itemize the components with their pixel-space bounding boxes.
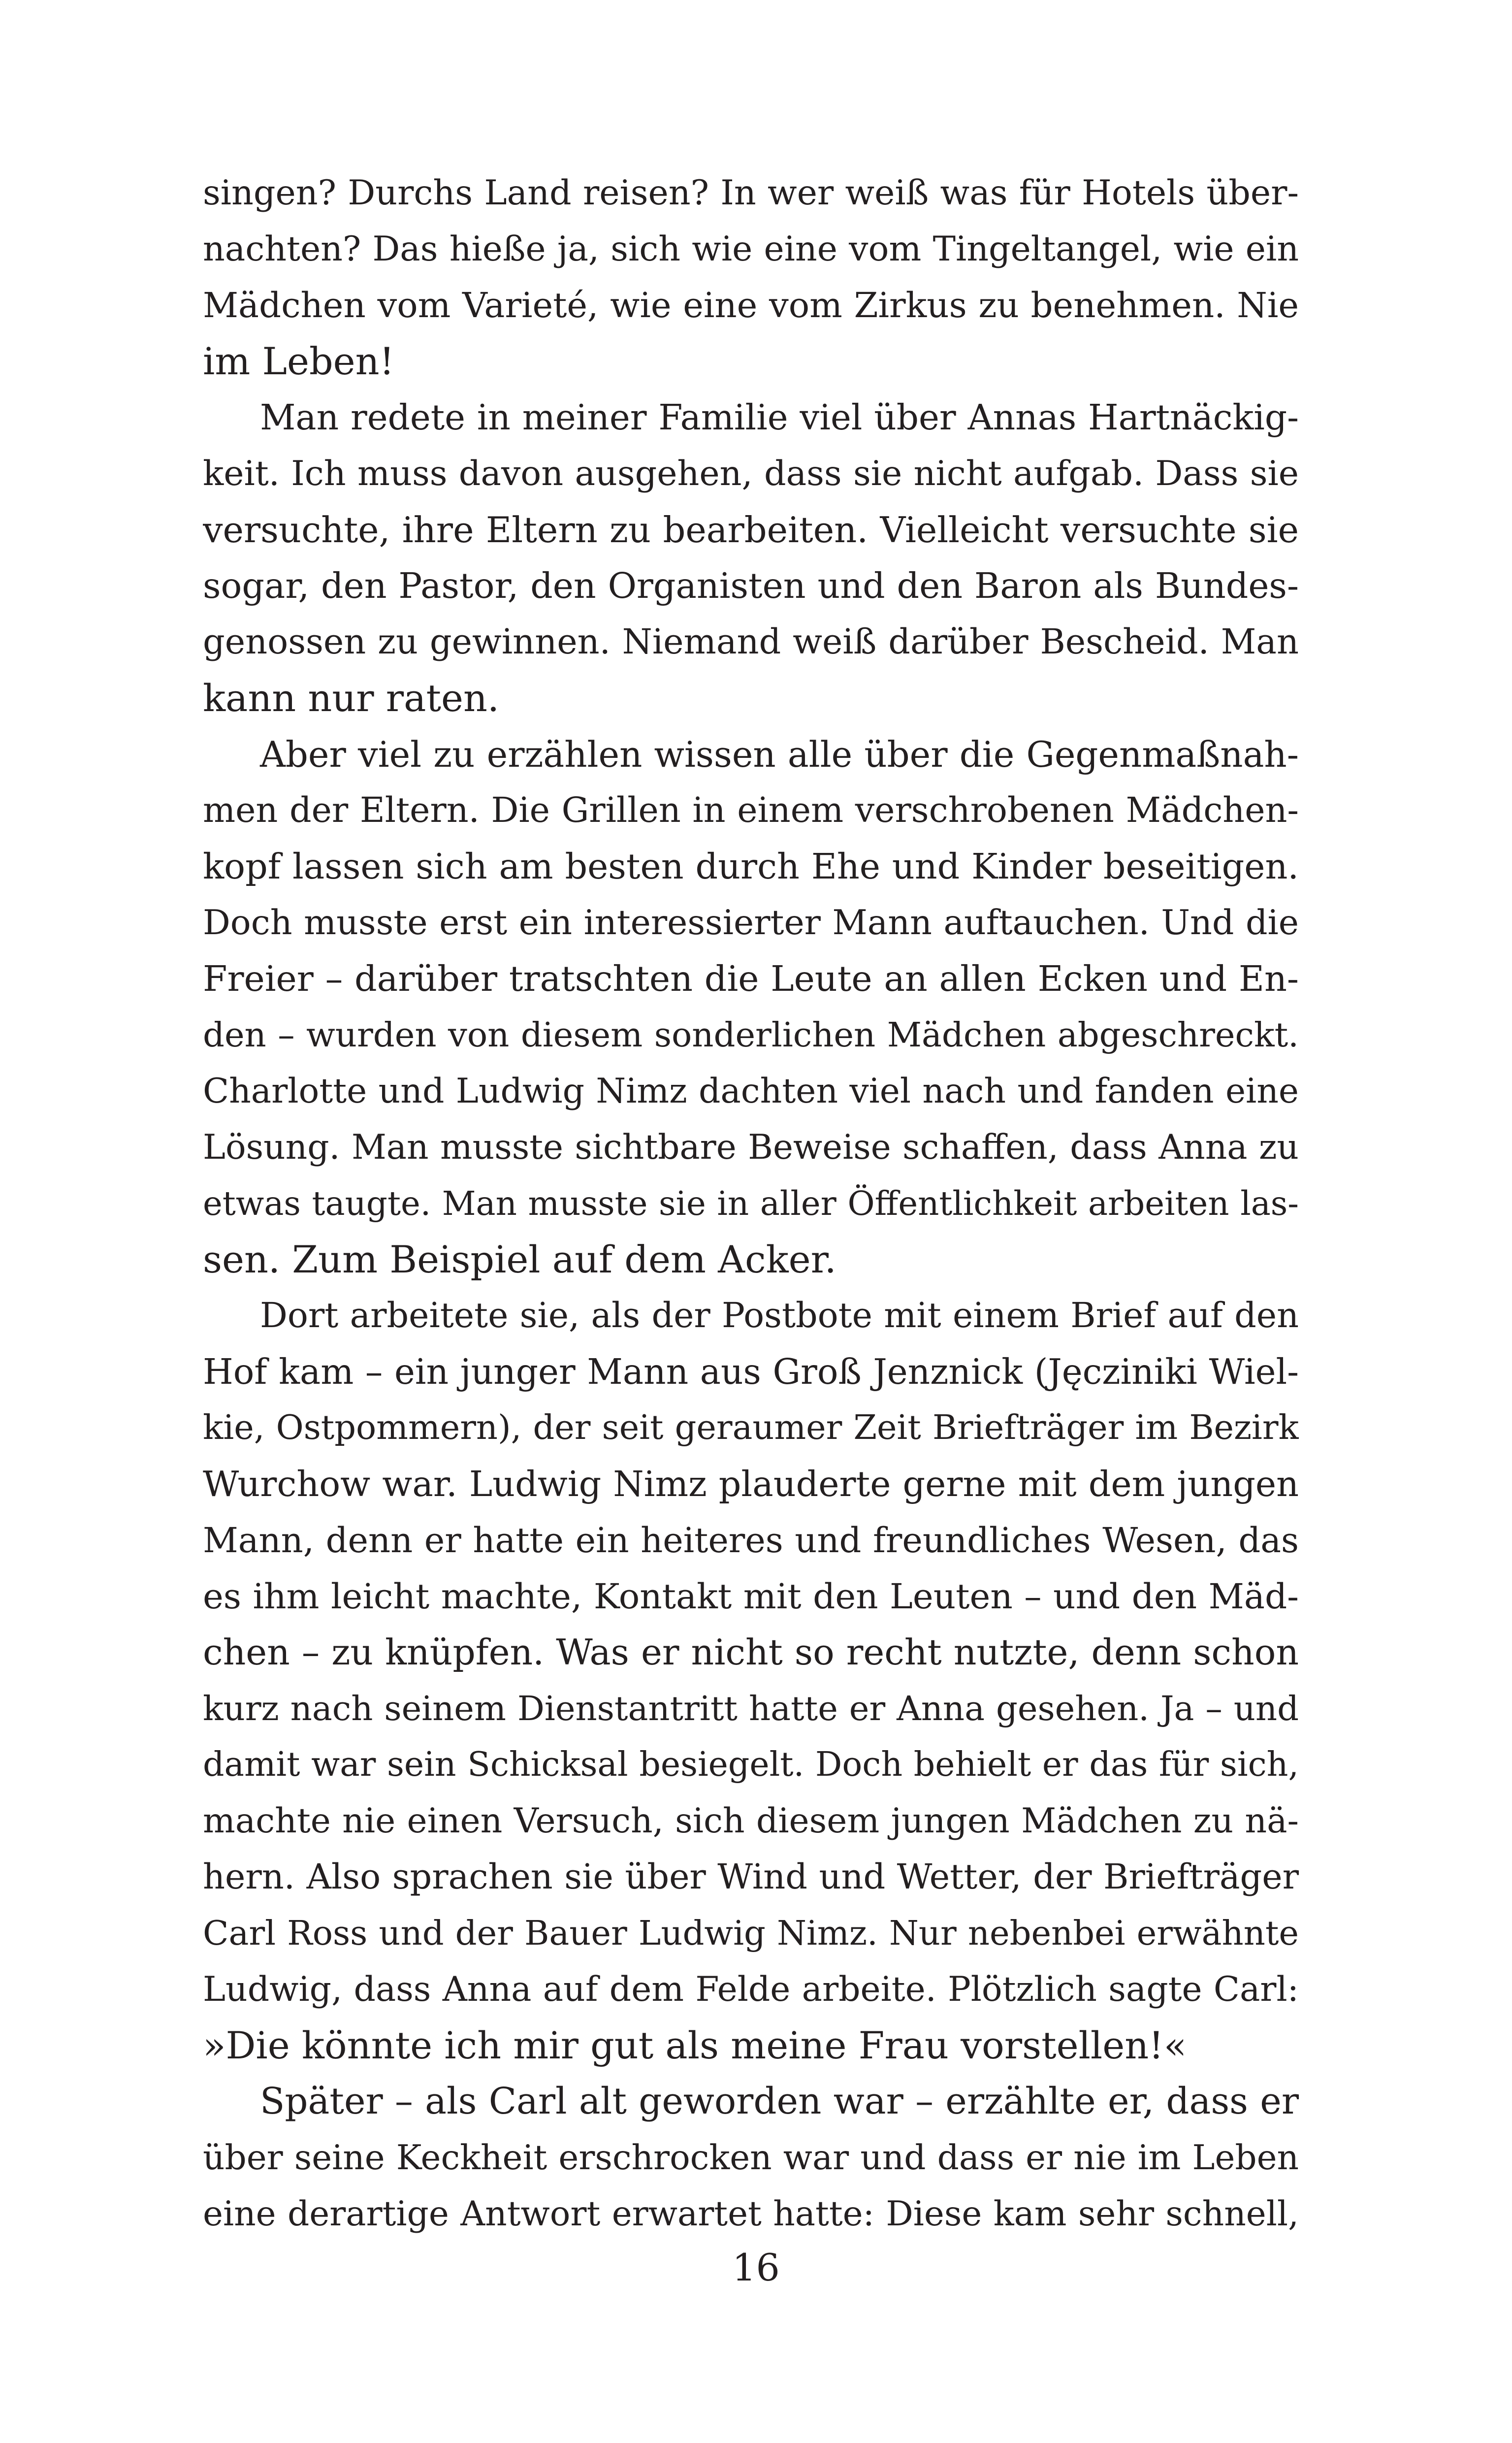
text-line: Doch musste erst ein interessierter Mann auftauchen. Und die bbox=[203, 903, 1299, 943]
text-line: Man redete in meiner Familie viel über Annas Hartnäckig- bbox=[260, 397, 1299, 438]
page-number: 16 bbox=[732, 2246, 780, 2289]
text-line: men der Eltern. Die Grillen in einem verschrobenen Mädchen- bbox=[203, 790, 1299, 830]
text-line: damit war sein Schicksal besiegelt. Doch behielt er das für sich, bbox=[203, 1745, 1299, 1784]
text-line: über seine Keckheit erschrocken war und dass er nie im Leben bbox=[203, 2138, 1299, 2178]
text-line: Lösung. Man musste sichtbare Beweise schaffen, dass Anna zu bbox=[203, 1128, 1299, 1167]
body-text bbox=[203, 165, 1299, 2242]
text-line: Später – als Carl alt geworden war – erzählte er, dass er bbox=[260, 2081, 1299, 2122]
text-line: chen – zu knüpfen. Was er nicht so recht nutzte, denn schon bbox=[203, 1632, 1299, 1673]
text-line: Dort arbeitete sie, als der Postbote mit einem Brief auf den bbox=[260, 1296, 1299, 1336]
paragraph bbox=[203, 165, 1299, 390]
text-line: kopf lassen sich am besten durch Ehe und Kinder beseitigen. bbox=[203, 846, 1299, 887]
text-line: singen? Durchs Land reisen? In wer weiß was für Hotels über- bbox=[203, 173, 1299, 213]
text-line: hern. Also sprachen sie über Wind und Wetter, der Briefträger bbox=[203, 1857, 1299, 1897]
paragraph bbox=[203, 2074, 1299, 2242]
text-line: kann nur raten. bbox=[203, 676, 500, 720]
text-line: etwas taugte. Man musste sie in aller Öffentlichkeit arbeiten las- bbox=[203, 1184, 1299, 1223]
text-line: es ihm leicht machte, Kontakt mit den Leuten – und den Mäd- bbox=[203, 1576, 1299, 1617]
text-line: machte nie einen Versuch, sich diesem jungen Mädchen zu nä- bbox=[203, 1801, 1299, 1841]
text-line: kie, Ostpommern), der seit geraumer Zeit Briefträger im Bezirk bbox=[203, 1408, 1299, 1447]
text-line: Aber viel zu erzählen wissen alle über die Gegenmaßnah- bbox=[260, 734, 1299, 775]
text-line: sen. Zum Beispiel auf dem Acker. bbox=[203, 1238, 836, 1281]
text-line: Freier – darüber tratschten die Leute an allen Ecken und En- bbox=[203, 958, 1299, 999]
text-line: Mann, denn er hatte ein heiteres und freundliches Wesen, das bbox=[203, 1520, 1299, 1561]
text-line: genossen zu gewinnen. Niemand weiß darüber Bescheid. Man bbox=[203, 622, 1299, 662]
paragraph bbox=[203, 390, 1299, 726]
text-line: Wurchow war. Ludwig Nimz plauderte gerne mit dem jungen bbox=[203, 1464, 1299, 1504]
paragraph bbox=[203, 1288, 1299, 2074]
text-line: im Leben! bbox=[203, 339, 395, 383]
text-line: Mädchen vom Varieté, wie eine vom Zirkus zu benehmen. Nie bbox=[203, 285, 1299, 326]
text-line: nachten? Das hieße ja, sich wie eine vom Tingeltangel, wie ein bbox=[203, 229, 1299, 269]
text-line: den – wurden von diesem sonderlichen Mädchen abgeschreckt. bbox=[203, 1015, 1299, 1055]
text-line: sogar, den Pastor, den Organisten und den Baron als Bundes- bbox=[203, 565, 1299, 606]
text-line: Hof kam – ein junger Mann aus Groß Jenznick (Jęcziniki Wiel- bbox=[203, 1351, 1299, 1392]
text-line: Carl Ross und der Bauer Ludwig Nimz. Nur nebenbei erwähnte bbox=[203, 1914, 1299, 1953]
paragraph bbox=[203, 726, 1299, 1288]
text-line: Charlotte und Ludwig Nimz dachten viel nach und fanden eine bbox=[203, 1072, 1299, 1111]
text-line: kurz nach seinem Dienstantritt hatte er Anna gesehen. Ja – und bbox=[203, 1689, 1299, 1728]
text-line: eine derartige Antwort erwartet hatte: Diese kam sehr schnell, bbox=[203, 2194, 1299, 2234]
text-line: »Die könnte ich mir gut als meine Frau vorstellen!« bbox=[203, 2023, 1187, 2067]
text-line: versuchte, ihre Eltern zu bearbeiten. Vielleicht versuchte sie bbox=[203, 509, 1299, 551]
text-line: Ludwig, dass Anna auf dem Felde arbeite. Plötzlich sagte Carl: bbox=[203, 1970, 1299, 2009]
text-line: keit. Ich muss davon ausgehen, dass sie nicht aufgab. Dass sie bbox=[203, 454, 1299, 493]
